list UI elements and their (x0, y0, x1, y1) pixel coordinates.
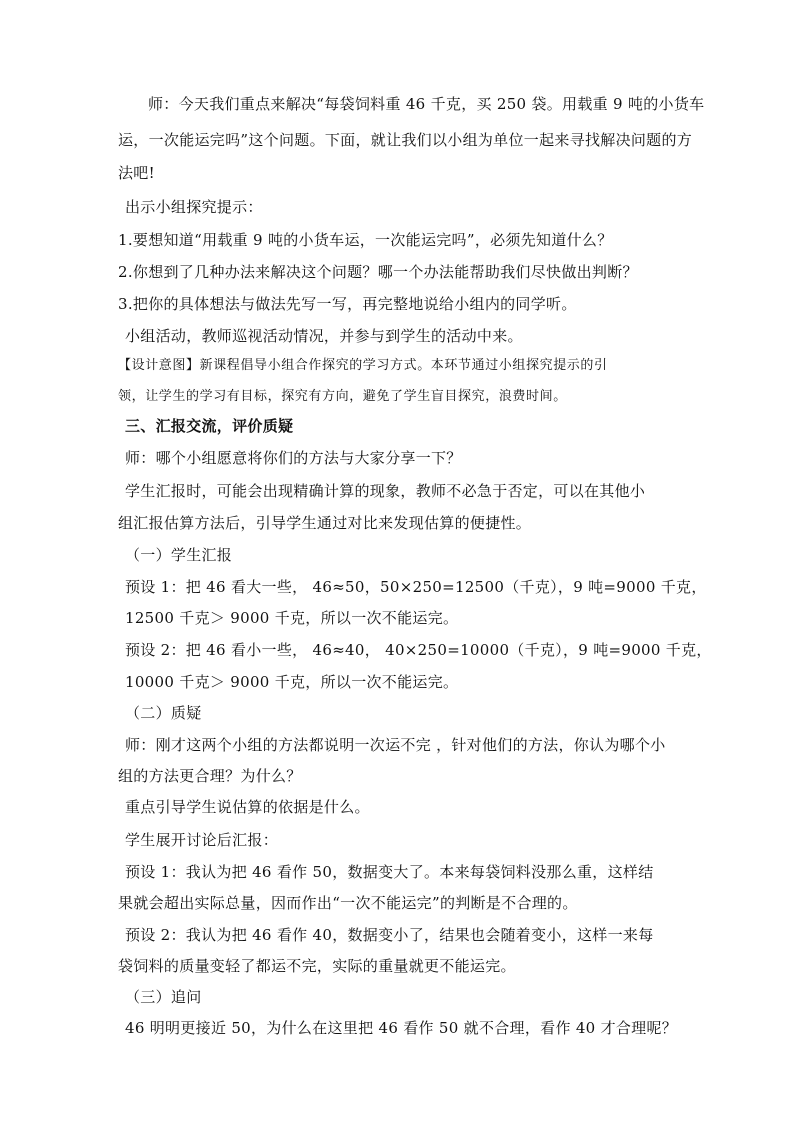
text-line: 重点引导学生说估算的依据是什么。 (125, 798, 370, 816)
text-line: 预设 2：把 46 看小一些， 46≈40， 40×250=10000（千克），9 吨=9000 千克， (125, 641, 712, 659)
subheading: （二）质疑 (125, 704, 202, 722)
section-heading: 三、汇报交流，评价质疑 (125, 417, 294, 435)
text-line: 师：今天我们重点来解决“每袋饲料重 46 千克，买 250 袋。用载重 9 吨的小货车 (148, 95, 705, 113)
text-line: 学生汇报时，可能会出现精确计算的现象，教师不必急于否定，可以在其他小 (125, 482, 646, 500)
text-line: 出示小组探究提示： (125, 198, 263, 216)
subheading: （一）学生汇报 (125, 546, 233, 564)
text-line: 果就会超出实际总量，因而作出“一次不能运完”的判断是不合理的。 (118, 894, 578, 912)
text-line: 46 明明更接近 50，为什么在这里把 46 看作 50 就不合理，看作 40 才合理呢？ (125, 1019, 678, 1037)
text-line: 1.要想知道“用载重 9 吨的小货车运，一次能运完吗”，必须先知道什么？ (118, 231, 613, 249)
subheading: （三）追问 (125, 988, 202, 1006)
design-intent-line: 领，让学生的学习有目标，探究有方向，避免了学生盲目探究，浪费时间。 (118, 389, 567, 404)
text-line: 组的方法更合理？为什么？ (118, 767, 302, 785)
text-line: 3.把你的具体想法与做法先写一写，再完整地说给小组内的同学听。 (118, 295, 577, 313)
text-line: 袋饲料的质量变轻了都运不完，实际的重量就更不能运完。 (118, 957, 516, 975)
text-line: 小组活动，教师巡视活动情况，并参与到学生的活动中来。 (125, 327, 523, 345)
design-intent-line: 【设计意图】新课程倡导小组合作探究的学习方式。本环节通过小组探究提示的引 (118, 358, 608, 373)
text-line: 师：哪个小组愿意将你们的方法与大家分享一下？ (125, 449, 462, 467)
text-line: 学生展开讨论后汇报： (125, 831, 279, 849)
text-line: 组汇报估算方法后，引导学生通过对比来发现估算的便捷性。 (118, 514, 532, 532)
text-line: 预设 2：我认为把 46 看作 40，数据变小了，结果也会随着变小，这样一来每 (125, 926, 654, 944)
text-line: 预设 1：把 46 看大一些， 46≈50，50×250=12500（千克），9 吨=9000 千克， (125, 578, 707, 596)
text-line: 预设 1：我认为把 46 看作 50，数据变大了。本来每袋饲料没那么重，这样结 (125, 863, 654, 881)
text-line: 12500 千克＞ 9000 千克，所以一次不能运完。 (125, 609, 459, 627)
text-line: 法吧! (118, 164, 155, 182)
text-line: 师：刚才这两个小组的方法都说明一次运不完 ，针对他们的方法，你认为哪个小 (125, 736, 666, 754)
text-line: 10000 千克＞ 9000 千克，所以一次不能运完。 (125, 673, 459, 691)
text-line: 2.你想到了几种办法来解决这个问题？哪一个办法能帮助我们尽快做出判断？ (118, 263, 638, 281)
text-line: 运，一次能运完吗”这个问题。下面，就让我们以小组为单位一起来寻找解决问题的方 (118, 131, 693, 149)
